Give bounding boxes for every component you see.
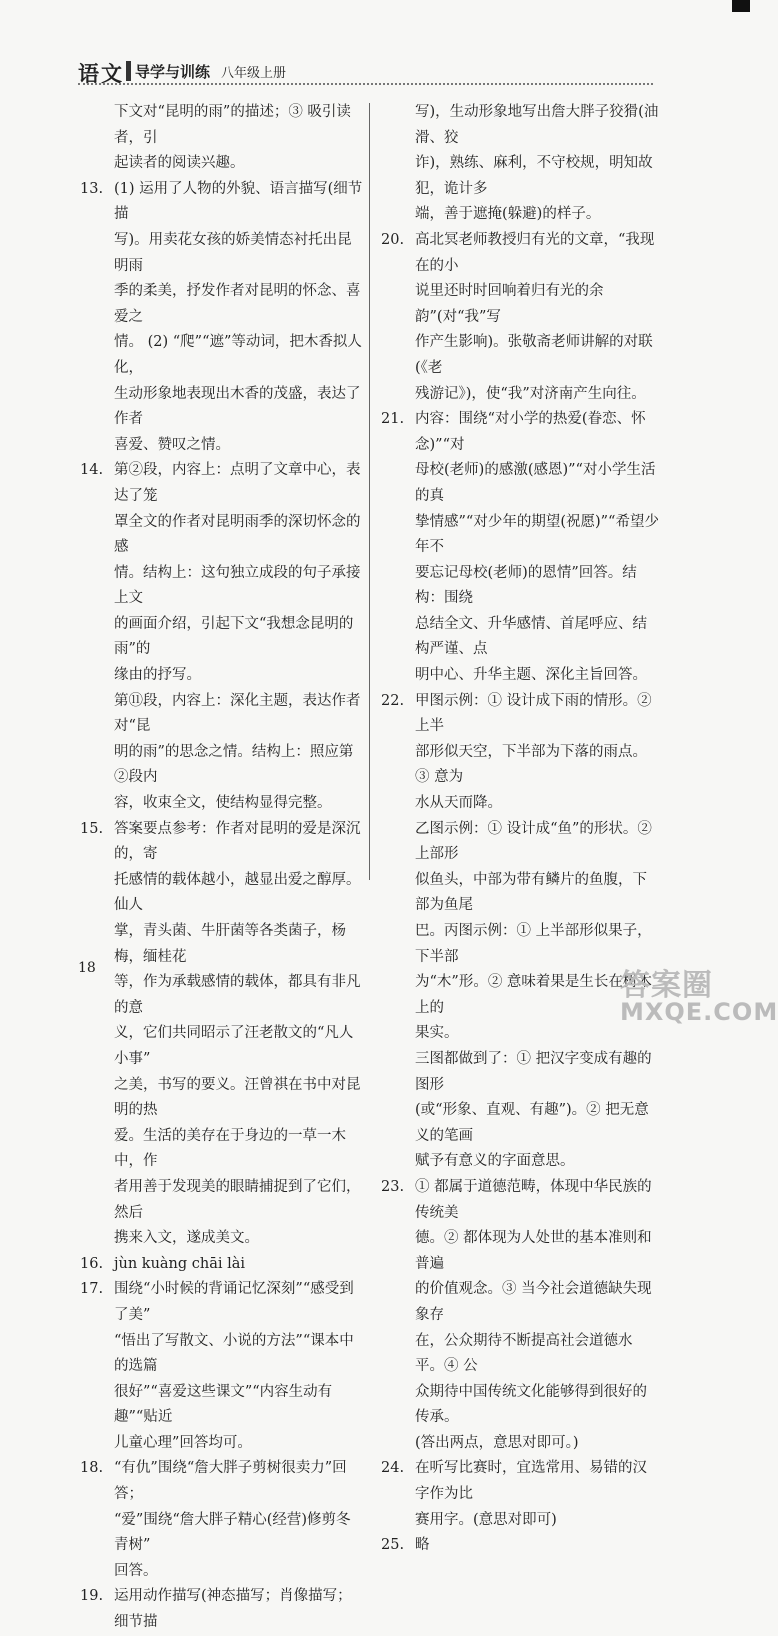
grade-label: 八年级上册 [221,66,287,81]
answer-number: 25. [381,1537,405,1554]
answer-item [80,1277,365,1456]
answer-text: 甲图示例：① 设计成下雨的情形。② 上半 部形似天空，下半部为下落的雨点。③ 意为 水从天而降。 乙图示例：① 设计成“鱼”的形状。② 上部形 似鱼头，中部为带有鳞片的鱼腹，下部为鱼尾 巴。丙图示例：① 上半部形似果子，下半部 为“木”形。② 意味着果是生长在树木上的 果实。 三图都做到了：① 把汉字变成有趣的图形 (或“形象、直观、有趣”)。② 把无意义的笔画 赋予有意义的字面意思。 [415,692,652,1170]
answer-item [381,1456,661,1533]
answer-item [80,177,365,459]
answer-item [80,100,365,177]
answer-number: 22. [381,692,405,709]
left-answer-column [80,100,365,1636]
answer-item [381,100,661,228]
answer-text: 第②段，内容上：点明了文章中心，表达了笼 罩全文的作者对昆明雨季的深切怀念的感 情。结构上：这句独立成段的句子承接上文 的画面介绍，引起下文“我想念昆明的雨”的 缘由的抒写。 第⑪段，内容上：深化主题，表达作者对“昆 明的雨”的思念之情。结构上：照应第②段内 容，收束全文，使结构显得完整。 [114,462,361,812]
answer-item [381,228,661,407]
answer-number: 20. [381,231,405,248]
answer-item [80,1456,365,1584]
answer-text: (1) 运用了人物的外貌、语言描写(细节描 写)。用卖花女孩的娇美情态衬托出昆明雨 季的柔美，抒发作者对昆明的怀念、喜爱之 情。 (2) “爬”“遮”等动词，把木香拟人化， 生动形象地表现出木香的茂盛，表达了作者 喜爱、赞叹之情。 [114,180,363,453]
answer-text: 答案要点参考：作者对昆明的爱是深沉的，寄 托感情的载体越小，越显出爱之醇厚。仙人 掌，青头菌、牛肝菌等各类菌子，杨梅，缅桂花 等，作为承载感情的载体，都具有非凡的意 义，它们共同昭示了汪老散文的“凡人小事” 之美，书写的要义。汪曾祺在书中对昆明的热 爱。生活的美存在于身边的一草一木中，作 者用善于发现美的眼睛捕捉到了它们，然后 携来入文，遂成美文。 [114,820,361,1247]
answer-text: 运用动作描写(神态描写；肖像描写；细节描 [114,1588,352,1631]
answer-item [381,1533,661,1559]
answer-number: 15. [80,820,104,837]
answer-text: “有仇”围绕“詹大胖子剪树很卖力”回答； “爱”围绕“詹大胖子精心(经营)修剪冬青树” 回答。 [114,1460,351,1579]
series-title: 导学与训练 [135,63,211,81]
answer-number: 16. [80,1255,104,1272]
header-divider-bar [126,61,131,81]
answer-item [80,1584,365,1635]
answer-text: 围绕“小时候的背诵记忆深刻”“感受到了美” “悟出了写散文、小说的方法”“课本中的选篇 很好”“喜爱这些课文”“内容生动有趣”“贴近 儿童心理”回答均可。 [114,1281,354,1451]
answer-item [381,1175,661,1457]
answer-number: 18. [80,1460,104,1477]
header-dotted-rule [78,83,653,85]
answer-number [80,100,114,177]
answer-text: 在听写比赛时，宜选常用、易错的汉字作为比 赛用字。(意思对即可) [415,1460,647,1528]
subject-title: 语文 [78,61,124,86]
corner-mark [732,0,750,12]
column-divider [369,103,370,880]
answer-text: 高北冥老师教授归有光的文章，“我现在的小 说里还时时回响着归有光的余韵”(对“我”写 作产生影响)。张敬斋老师讲解的对联(《老 残游记》)，使“我”对济南产生向往。 [415,231,655,402]
answer-item [381,689,661,1175]
watermark-top-text: 答案圈 [620,968,713,1003]
answer-text: ① 都属于道德范畴，体现中华民族的传统美 德。② 都体现为人处世的基本准则和普遍 的价值观念。③ 当今社会道德缺失现象存 在，公众期待不断提高社会道德水平。④ 公 众期待中国传统文化能够得到很好的传承。 (答出两点，意思对即可。) [415,1178,652,1451]
watermark-bottom-text: MXQE.COM [620,998,778,1026]
answer-text: 下文对“昆明的雨”的描述；③ 吸引读者，引 起读者的阅读兴趣。 [114,104,351,172]
answer-text: jùn kuàng chāi lài [114,1255,246,1272]
answer-number [381,100,415,228]
answer-item [80,458,365,816]
answer-number: 23. [381,1178,405,1195]
answer-item [80,1252,365,1278]
answer-number: 19. [80,1588,104,1605]
answer-text: 内容：围绕“对小学的热爱(眷恋、怀念)”“对 母校(老师)的感激(感恩)”“对小学生活的真 挚情感”“对少年的期望(祝愿)”“希望少年不 要忘记母校(老师)的恩情”回答。结构：围绕 总结全文、升华感情、首尾呼应、结构严谨、点 明中心、升华主题、深化主旨回答。 [415,411,659,684]
answer-item [80,817,365,1252]
answer-number: 17. [80,1281,104,1298]
answer-text: 略 [415,1537,430,1554]
answer-number: 13. [80,180,104,197]
page-number: 18 [78,960,96,976]
answer-number: 14. [80,462,104,479]
watermark-logo [620,960,778,1026]
right-answer-column [381,100,661,1559]
answer-text: 写)，生动形象地写出詹大胖子狡猾(油滑、狡 诈)，熟练、麻利，不守校规，明知故犯，诡计多 端，善于遮掩(躲避)的样子。 [415,104,659,223]
answer-number: 24. [381,1460,405,1477]
answer-item [381,407,661,689]
answer-number: 21. [381,411,405,428]
